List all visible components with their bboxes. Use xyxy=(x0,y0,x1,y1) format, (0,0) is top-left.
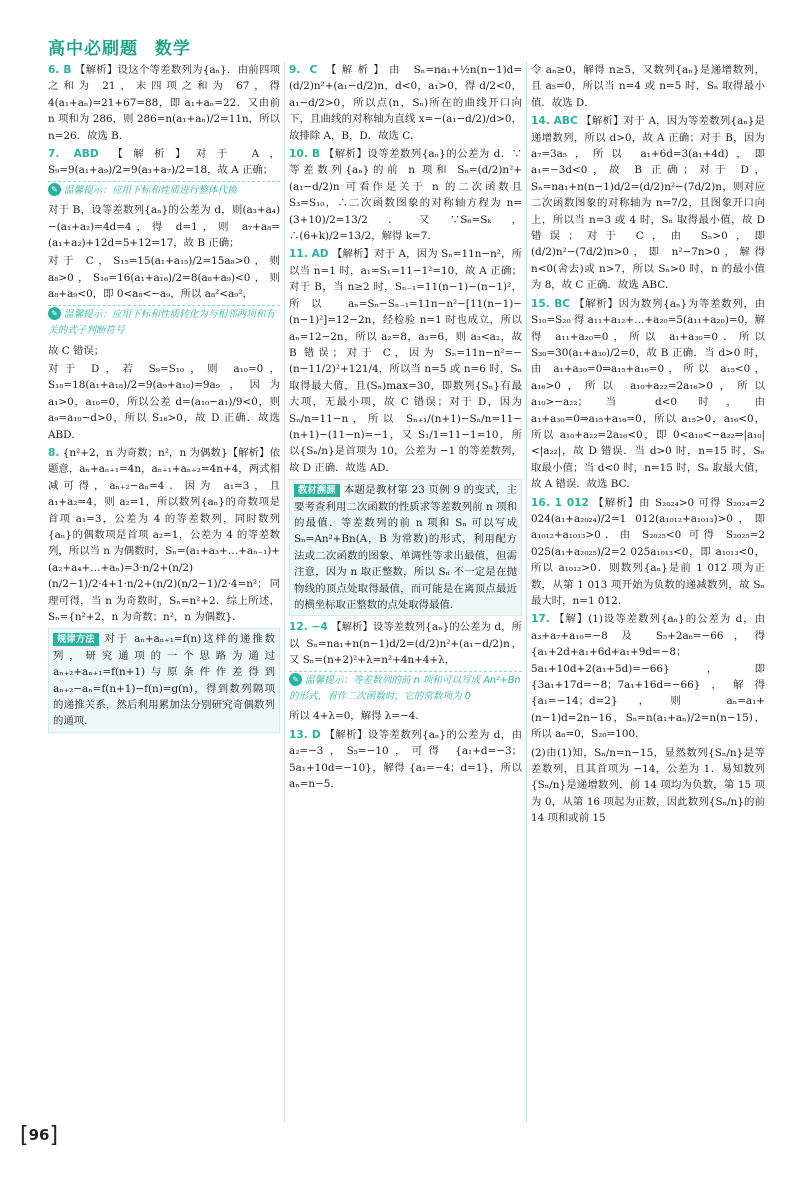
tip-icon: ✎ xyxy=(289,673,302,686)
problem-number: 6. B xyxy=(48,64,72,76)
solution-text: 【解析】由 Sₙ=na₁+½n(n−1)d=(d/2)n²+(a₁−d/2)n，d<0，a₁>0，得 d/2<0，a₁−d/2>0，所以点(n，Sₙ)所在的曲线开口向下，且曲线的对称轴为直线 x=−(a₁−d/2)/d>0，故排除 A，B，D．故选 C． xyxy=(289,64,522,142)
column-right xyxy=(531,62,765,1122)
solution-paragraph xyxy=(289,246,522,476)
tip-note xyxy=(289,671,522,706)
page-number: [96] xyxy=(20,1123,59,1148)
solution-text: 【解析】对于 A，因为 Sₙ=11n−n²，所以当 n=1 时，a₁=S₁=11−1²=10，故 A 正确；对于 B，当 n≥2 时，Sₙ₋₁=11(n−1)−(n−1)²，所以 aₙ=Sₙ−Sₙ₋₁=11n−n²−[11(n−1)−(n−1)²]=12−2n，经检验 n=1 时也成立，所以 aₙ=12−2n，所以 a₂=8，a₃=6，则 a₃<a₂，故 B 错误；对于 C，因为 Sₙ=11n−n²=−(n−11/2)²+121/4，所以当 n=5 或 n=6 时，Sₙ 取得最大值，且(Sₙ)max=30，即数列{Sₙ}有最大项，无最小项，故 C 错误；对于 D，因为 Sₙ/n=11−n，所以 Sₙ₊₁/(n+1)−Sₙ/n=11−(n+1)−(11−n)=−1，又 S₁/1=11−1=10，所以{Sₙ/n}是首项为 10，公差为 −1 的等差数列，故 D 正确．故选 AD． xyxy=(289,248,522,474)
solution-text: (2)由(1)知，Sₙ/n=n−15，显然数列{Sₙ/n}是等差数列，且其首项为 −14，公差为 1．易知数列{Sₙ/n}是递增数列，前 14 项均为负数，第 15 项为 0，从第 16 项起为正数，因此数列{Sₙ/n}的前 14 项和或前 15 xyxy=(531,746,765,825)
subject-label: 数学 xyxy=(154,39,191,59)
solution-text: 令 aₙ≥0，解得 n≥5，又数列{aₙ}是递增数列，且 a₅=0，所以当 n=4 或 n=5 时，Sₙ 取得最小值．故选 D． xyxy=(531,64,765,109)
solution-paragraph xyxy=(48,202,280,251)
column-left xyxy=(48,62,280,1122)
problem-number: 10. B xyxy=(289,148,321,161)
problem-number: 11. AD xyxy=(289,248,329,261)
solution-text: 【解析】设等差数列{aₙ}的公差为 d，所以 Sₙ=na₁+n(n−1)d/2=(d/2)n²+(a₁−d/2)n，又 Sₙ=(n+2)²+λ=n²+4n+4+λ， xyxy=(289,621,522,667)
solution-text: 【解析】由 S₂₀₂₄>0 可得 S₂₀₂₄=2 024(a₁+a₂₀₂₄)/2=1 012(a₁₀₁₂+a₁₀₁₃)>0，即 a₁₀₁₂+a₁₀₁₃>0．由 S₂₀₂₅<0 可得 S₂₀₂₅=2 025(a₁+a₂₀₂₅)/2=2 025a₁₀₁₃<0，即 a₁₀₁₃<0，所以 a₁₀₁₂>0．则数列{aₙ}是前 1 012 项为正数，从第 1 013 项开始为负数的递减数列，故 Sₙ 最大时，n=1 012． xyxy=(531,496,765,607)
solution-text: 对于 B，设等差数列{aₙ}的公差为 d，则(a₃+a₄)−(a₁+a₂)=4d=4，得 d=1，则 a₇+a₈=(a₁+a₂)+12d=5+12=17，故 B 正确； xyxy=(48,204,280,250)
problem-number: 9. C xyxy=(289,64,318,76)
method-box xyxy=(48,628,280,732)
tip-note xyxy=(48,181,280,199)
problem-number: 8. xyxy=(48,446,60,459)
solution-text: 对于 aₙ+aₙ₊₁=f(n)这样的递推数列，研究通项的一个思路为通过 aₙ₊₂+aₙ₊₁=f(n+1)与原条件作差得到 aₙ₊₂−aₙ=f(n+1)−f(n)=g(n)，得到数列隔项的递推关系，然后利用累加法分别研究奇偶数列的通项． xyxy=(53,633,275,728)
solution-paragraph xyxy=(531,495,765,610)
box-label: 规律方法 xyxy=(53,633,99,646)
tip-text: 温馨提示：应用下标和性质转化为与相邻两项和有关的式子判断符号 xyxy=(48,308,276,337)
method-box xyxy=(289,479,522,616)
solution-text: 【解析】对于 A，因为等差数列{aₙ}是递增数列，所以 d>0，故 A 正确；对于 B，因为 a₇=3a₅，所以 a₁+6d=3(a₁+4d)，即 a₁=−3d<0，故 B 正确；对于 D，Sₙ=na₁+n(n−1)d/2=(d/2)n²−(7d/2)n，则对应二次函数图象的对称轴为 n=7/2，且图象开口向上，所以当 n=3 或 4 时，Sₙ 取得最小值，故 D 错误；对于 C，由 Sₙ>0，即 (d/2)n²−(7d/2)n>0，即 n²−7n>0，解得 n<0(舍去)或 n>7，所以 Sₙ>0 时，n 的最小值为 8，故 C 正确．故选 ABC． xyxy=(531,115,765,292)
problem-number: 12. −4 xyxy=(289,621,328,634)
solution-paragraph xyxy=(48,146,280,179)
solution-paragraph xyxy=(48,62,280,144)
problem-number: 14. ABC xyxy=(531,115,578,128)
tip-icon: ✎ xyxy=(48,307,61,320)
solution-paragraph xyxy=(531,296,765,493)
book-title: 高中必刷题 xyxy=(48,39,138,59)
page-header xyxy=(48,34,201,59)
solution-text: 所以 4+λ=0，解得 λ=−4． xyxy=(289,710,426,723)
column-divider xyxy=(526,62,527,1122)
solution-text: 【解析】设等差数列{aₙ}的公差为 d，由 a₂=−3，S₅=−10，可得 {a₁+d=−3；5a₁+10d=−10}，解得 {a₁=−4；d=1}，所以 aₙ=n−5． xyxy=(289,728,522,791)
tip-note xyxy=(48,305,280,340)
solution-text: 故 C 错误； xyxy=(48,344,105,357)
solution-text: {n²+2，n 为奇数；n²，n 为偶数}【解析】依题意，aₙ+aₙ₊₁=4n，aₙ₊₁+aₙ₊₂=4n+4，两式相减可得，aₙ₊₂−aₙ=4．因为 a₁=3，且 a₁+a₂=4，则 a₂=1，所以数列{aₙ}的奇数项是首项 a₁=3，公差为 4 的等差数列，同时数列{aₙ}的偶数项是首项 a₂=1，公差为 4 的等差数列，所以当 n 为偶数时，Sₙ=(a₁+a₃+…+aₙ₋₁)+(a₂+a₄+…+aₙ)=3·n/2+(n/2)(n/2−1)/2·4+1·n/2+(n/2)(n/2−1)/2·4=n²；同理可得，当 n 为奇数时，Sₙ=n²+2．综上所述，Sₙ={n²+2，n 为奇数；n²，n 为偶数}． xyxy=(48,446,280,623)
solution-paragraph xyxy=(289,62,522,144)
solution-text: 对于 C，S₁₅=15(a₁+a₁₅)/2=15a₈>0，则 a₈>0，S₁₆=16(a₁+a₁₆)/2=8(a₈+a₉)<0，则 a₈+a₉<0，即 0<a₈<−a₉，所以 a₈²<a₉²， xyxy=(48,255,280,301)
box-label: 教材溯源 xyxy=(294,484,340,497)
solution-paragraph xyxy=(48,253,280,302)
solution-paragraph xyxy=(48,343,280,359)
solution-paragraph xyxy=(289,727,522,793)
solution-text: 对于 D，若 S₉=S₁₀，则 a₁₀=0，S₁₈=18(a₁+a₁₈)/2=9(a₉+a₁₀)=9a₉，因为 a₁>0，a₁₀=0，所以公差 d=(a₁₀−a₁)/9<0，则 a₉=a₁₀−d>0，所以 S₁₈>0，故 D 正确．故选 ABD． xyxy=(48,362,280,441)
solution-text: 本题是教材第 23 页例 9 的变式，主要考查利用二次函数的性质求等差数列前 n 项和的最值．等差数列的前 n 项和 Sₙ 可以写成 Sₙ=An²+Bn(A，B 为常数)的形式，利用配方法或二次函数的图象、单调性等求出最值，但需注意，因为 n 取正整数，所以 Sₙ 不一定是在抛物线的顶点处取得最值，而可能是在离顶点最近的横坐标取正整数的点处取得最值． xyxy=(294,484,517,611)
column-middle xyxy=(289,62,522,1122)
solution-text: 【解析】设等差数列{aₙ}的公差为 d．∵等差数列{aₙ}的前 n 项和 Sₙ=(d/2)n²+(a₁−d/2)n 可看作是关于 n 的二次函数且 S₃=S₁₀，∴二次函数图象的对称轴方程为 n=(3+10)/2=13/2．又∵S₆=Sₖ，∴(6+k)/2=13/2，解得 k=7． xyxy=(289,148,522,243)
tip-text: 温馨提示：应用下标和性质进行整体代换 xyxy=(64,184,237,196)
solution-paragraph xyxy=(48,445,280,625)
solution-paragraph xyxy=(531,113,765,293)
solution-text: 【解】(1)设等差数列{aₙ}的公差为 d，由 a₃+a₇+a₁₀=−8 及 S₅+2a₆=−66，得 {a₁+2d+a₁+6d+a₁+9d=−8；5a₁+10d+2(a₁+5d)=−66}，即 {3a₁+17d=−8；7a₁+16d=−66}，解得 {a₁=−14；d=2}，则 aₙ=a₁+(n−1)d=2n−16，Sₙ=n(a₁+aₙ)/2=n(n−15)，所以 a₈=0，S₂₀=100． xyxy=(531,613,765,741)
problem-number: 17. xyxy=(531,613,550,626)
solution-paragraph xyxy=(531,611,765,742)
solution-paragraph xyxy=(289,708,522,724)
solution-paragraph xyxy=(289,619,522,668)
problem-number: 7. ABD xyxy=(48,148,99,161)
solution-text: 【解析】对于 A，S₉=9(a₁+a₉)/2=9(a₃+a₇)/2=18，故 A 正确； xyxy=(48,148,280,177)
problem-number: 15. BC xyxy=(531,297,571,310)
problem-number: 13. D xyxy=(289,728,321,741)
solution-text: 【解析】设这个等差数列为{aₙ}．由前四项之和为 21，末四项之和为 67，得 4(a₁+aₙ)=21+67=88，即 a₁+aₙ=22．又由前 n 项和为 286，则 286=n(a₁+aₙ)/2=11n，所以 n=26．故选 B． xyxy=(48,64,280,142)
solution-paragraph xyxy=(289,146,522,244)
problem-number: 16. 1 012 xyxy=(531,496,589,509)
tip-icon: ✎ xyxy=(48,183,61,196)
solution-paragraph xyxy=(531,745,765,827)
solution-paragraph xyxy=(531,62,765,111)
tip-text: 温馨提示：等差数列的前 n 项和可以写成 An²+Bn 的形式，看作二次函数时，它的常数项为 0 xyxy=(289,674,521,703)
column-divider xyxy=(284,62,285,1122)
solution-text: 【解析】因为数列{aₙ}为等差数列，由 S₁₀=S₂₀ 得 a₁₁+a₁₂+…+a₂₀=5(a₁₁+a₂₀)=0，解得 a₁₁+a₂₀=0，所以 a₁+a₃₀=0．所以 S₃₀=30(a₁+a₃₀)/2=0，故 B 正确．当 d>0 时，由 a₁+a₃₀=0⇒a₁₅+a₁₆=0，所以 a₁₅<0，a₁₆>0，所以 a₁₀+a₂₂=2a₁₆>0，所以 a₁₀>−a₂₂；当 d<0 时，由 a₁+a₃₀=0⇒a₁₅+a₁₆=0，所以 a₁₅>0，a₁₆<0，所以 a₁₀+a₂₂=2a₁₆<0，即 0<a₁₀<−a₂₂⇒|a₁₀|<|a₂₂|，故 D 错误．当 d>0 时，n=15 时，Sₙ 取最小值；当 d<0 时，n=15 时，Sₙ 取最大值，故 A 错误．故选 BC． xyxy=(531,297,765,491)
page-number-value: 96 xyxy=(28,1126,50,1144)
solution-paragraph xyxy=(48,361,280,443)
